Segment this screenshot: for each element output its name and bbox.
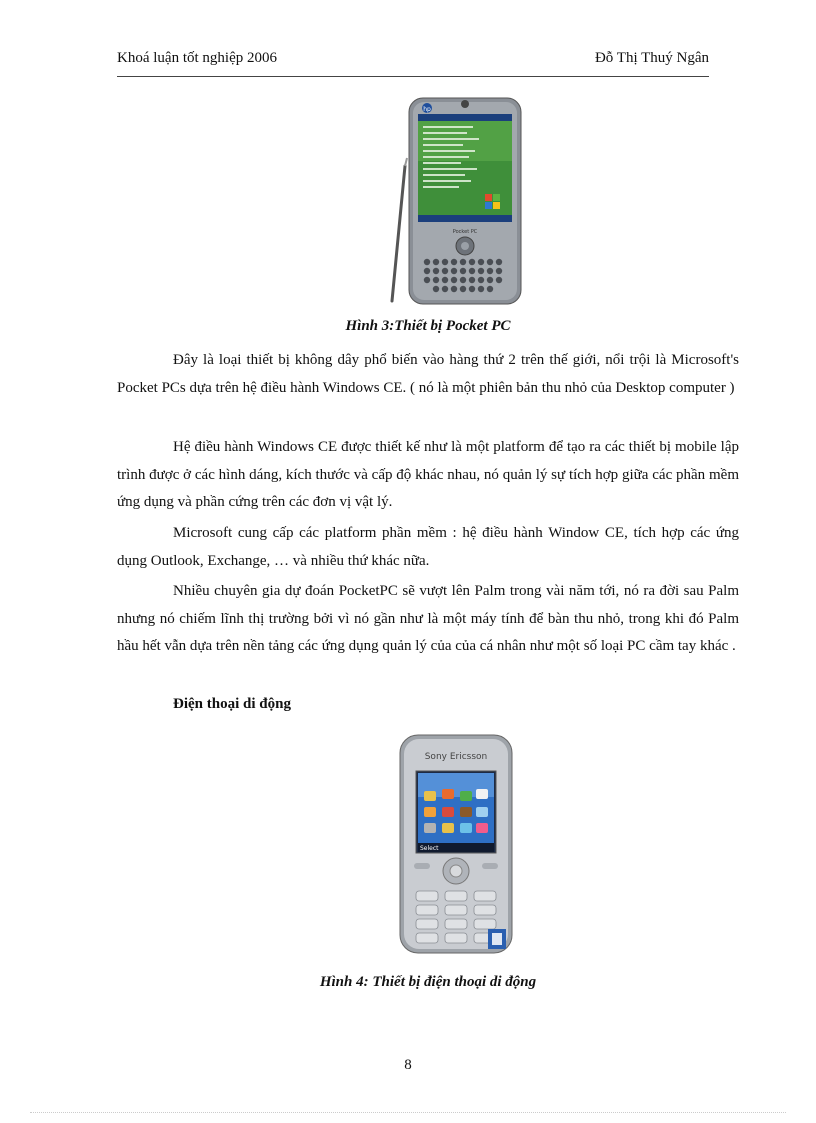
sony-ericsson-logo-text: Sony Ericsson xyxy=(424,752,488,762)
figure-4-caption: Hình 4: Thiết bị điện thoại di động xyxy=(319,974,537,990)
hp-logo-text: hp xyxy=(423,106,431,113)
header-thesis-title: Khoá luận tốt nghiệp 2006 xyxy=(117,50,277,66)
header-author: Đỗ Thị Thuý Ngân xyxy=(594,50,709,66)
page-bottom-border xyxy=(30,1112,786,1113)
paragraph-pocket-pc-intro: Đây là loại thiết bị không dây phổ biến vào hàng thứ 2 trên thế giới, nổi trội là Microsoft's Pocket PCs dựa trên hệ điều hành Windows CE. ( nó là một phiên bản thu nhỏ của Desktop computer ) xyxy=(117,352,739,396)
pocket-pc-image xyxy=(387,96,527,308)
paragraph-pocketpc-vs-palm: Nhiều chuyên gia dự đoán PocketPC sẽ vượt lên Palm trong vài năm tới, nó ra đời sau Palm nhưng nó chiếm lĩnh thị trường bởi vì nó gần như là một máy tính để bàn thu nhỏ, trong khi đó Palm hầu hết vẫn dựa trên nền tảng các ứng dụng quản lý của của cá nhân như một số loại PC cầm tay khác . xyxy=(117,583,739,655)
header-rule xyxy=(117,76,709,77)
paragraph-windows-ce: Hệ điều hành Windows CE được thiết kế như là một platform để tạo ra các thiết bị mobile lập trình được ở các hình dáng, kích thước và cấp độ khác nhau, nó quản lý sự tích hợp giữa các phần mềm ứng dụng và phần cứng trên các đơn vị vật lý. xyxy=(117,439,739,511)
figure-3-caption: Hình 3:Thiết bị Pocket PC xyxy=(345,318,511,334)
section-heading-mobile-phone: Điện thoại di động xyxy=(173,696,291,712)
mobile-phone-image xyxy=(392,733,520,957)
pocket-pc-label: Pocket PC xyxy=(452,229,478,235)
phone-select-softkey: Select xyxy=(420,845,439,852)
paragraph-microsoft-platform: Microsoft cung cấp các platform phần mềm : hệ điều hành Window CE, tích hợp các ứng dụng Outlook, Exchange, … và nhiều thứ khác nữa. xyxy=(117,525,739,569)
page-header xyxy=(117,50,709,72)
page-number: 8 xyxy=(404,1057,412,1073)
